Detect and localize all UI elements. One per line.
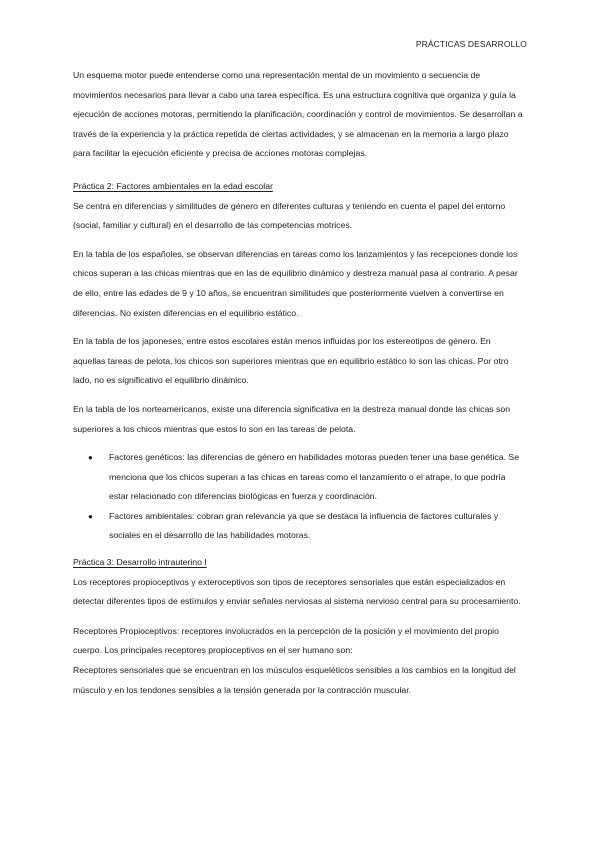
paragraph-practica3-1: Los receptores propioceptivos y exteroceptivos son tipos de receptores sensoriales que están especializados en detectar diferentes tipos de estímulos y enviar señales nerviosas al sistema nervioso central para su procesamiento. [73,576,521,607]
list-item [73,507,525,546]
list-item-text: Factores genéticos: las diferencias de género en habilidades motoras pueden tener una base genética. Se menciona que los chicos superan a las chicas en tareas como el lanzamiento o el atrape, lo que podría estar relacionado con diferencias biológicas en fuerza y coordinación. [109,452,520,502]
paragraph-practica3-3: Receptores sensoriales que se encuentran en los músculos esqueléticos sensibles a los cambios en la longitud del músculo y en los tendones sensibles a la tensión generada por la contracción muscular. [73,665,516,695]
section-heading-practica-2: Práctica 2: Factores ambientales en la edad escolar [73,180,273,191]
paragraph-practica2-2: En la tabla de los españoles, se observan diferencias en tareas como los lanzamientos y las recepciones donde los chicos superan a las chicas mientras que en las de equilibrio dinámico y destreza manual pasa al contrario. A pesar de ello, entre las edades de 9 y 10 años, se encuentran similitudes que posteriormente vuelven a convertirse en diferencias. No existen diferencias en el equilibrio estático. [73,248,518,318]
bullet-icon: ● [88,453,93,463]
bullet-list [73,448,525,546]
paragraph-practica2-4: En la tabla de los norteamericanos, existe una diferencia significativa en la destreza manual donde las chicas son superiores a los chicos mientras que estos lo son en las tareas de pelota. [73,403,511,434]
intro-paragraph: Un esquema motor puede entenderse como una representación mental de un movimiento o secuencia de movimientos necesarios para llevar a cabo una tarea específica. Es una estructura cognitiva que organiza y guía la ejecución de acciones motoras, permitiendo la planificación, coordinación y control de movimientos. Se desarrollan a través de la experiencia y la práctica repetida de ciertas actividades, y se almacenan en la memoria a largo plazo para facilitar la ejecución eficiente y precisa de acciones motoras complejas. [73,70,523,159]
paragraph-practica2-3: En la tabla de los japoneses, entre estos escolares están menos influidas por los estereotipos de género. En aquellas tareas de pelota, los chicos son superiores mientras que en equilibrio estático lo son las chicas. Por otro lado, no es significativo el equilibrio dinámico. [73,336,509,386]
bullet-icon: ● [88,511,93,521]
document-body [73,66,525,709]
paragraph-practica3-2: Receptores Propioceptivos: receptores involucrados en la percepción de la posición y el movimiento del propio cuerpo. Los principales receptores propioceptivos en el ser humano son: [73,625,499,656]
list-item-text: Factores ambientales: cobran gran relevancia ya que se destaca la influencia de factores culturales y sociales en el desarrollo de las habilidades motoras. [109,510,499,541]
page-header: PRÁCTICAS DESARROLLO [415,39,527,49]
list-item [73,448,525,507]
section-heading-practica-3: Práctica 3: Desarrollo intrauterino I [73,557,207,568]
paragraph-practica2-1: Se centra en diferencias y similitudes de género en diferentes culturas y teniendo en cuenta el papel del entorno (social, familiar y cultural) en el desarrollo de las competencias motrices. [73,200,506,231]
